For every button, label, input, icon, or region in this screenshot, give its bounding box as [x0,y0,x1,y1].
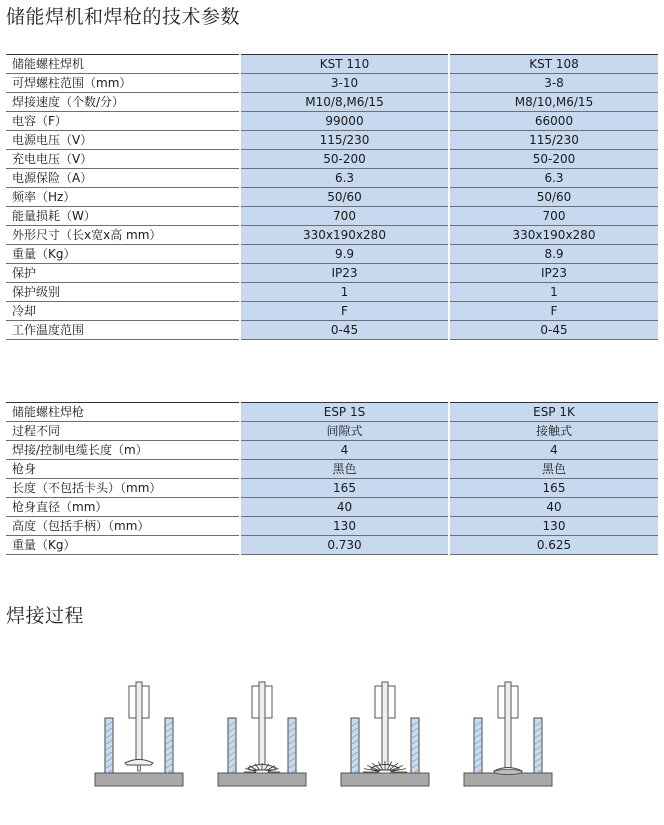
cell-value: M10/8,M6/15 [240,93,449,112]
row-label: 工作温度范围 [6,321,240,340]
row-label: 重量（Kg） [6,245,240,264]
row-label: 焊接速度（个数/分） [6,93,240,112]
process-stage-4 [464,682,552,786]
table-row [6,460,658,479]
cell-value: 9.9 [240,245,449,264]
row-label: 长度（不包括卡头）（mm） [6,479,240,498]
cell-value: F [240,302,449,321]
cell-value: 4 [240,441,449,460]
row-label: 电容（F） [6,112,240,131]
row-label: 保护级别 [6,283,240,302]
cell-value: 330x190x280 [449,226,658,245]
row-label: 过程不同 [6,422,240,441]
cell-value: 接触式 [449,422,658,441]
page-title: 储能焊机和焊枪的技术参数 [6,6,241,28]
table-row [6,150,658,169]
row-label: 重量（Kg） [6,536,240,555]
table-row [6,422,658,441]
cell-value: F [449,302,658,321]
section-title-welding-process: 焊接过程 [6,605,85,627]
table-row [6,188,658,207]
welding-process-diagram [0,676,664,796]
row-label: 频率（Hz） [6,188,240,207]
cell-value: 115/230 [449,131,658,150]
table-row [6,517,658,536]
cell-value: 700 [240,207,449,226]
cell-value: 40 [449,498,658,517]
cell-value: 0.730 [240,536,449,555]
row-label: 高度（包括手柄）（mm） [6,517,240,536]
cell-value: 黑色 [449,460,658,479]
welder-spec-table [6,54,658,340]
cell-value: 130 [449,517,658,536]
cell-value: 黑色 [240,460,449,479]
cell-value: 3-10 [240,74,449,93]
table-row [6,74,658,93]
row-label: 枪身 [6,460,240,479]
cell-value: 130 [240,517,449,536]
cell-value: 50-200 [449,150,658,169]
table-row [6,302,658,321]
gun-spec-table [6,402,658,555]
cell-value: 50/60 [240,188,449,207]
table-row [6,226,658,245]
row-label: 电源保险（A） [6,169,240,188]
cell-value: 115/230 [240,131,449,150]
table-row [6,536,658,555]
cell-value: KST 108 [449,55,658,74]
cell-value: 40 [240,498,449,517]
table-row [6,55,658,74]
cell-value: 4 [449,441,658,460]
table-row [6,112,658,131]
table-row [6,169,658,188]
cell-value: 165 [449,479,658,498]
cell-value: 50/60 [449,188,658,207]
table-row [6,283,658,302]
cell-value: 8.9 [449,245,658,264]
row-label: 外形尺寸（长x宽x高 mm） [6,226,240,245]
cell-value: 6.3 [449,169,658,188]
cell-value: ESP 1K [449,403,658,422]
table-row [6,93,658,112]
cell-value: 165 [240,479,449,498]
row-label: 冷却 [6,302,240,321]
row-label: 枪身直径（mm） [6,498,240,517]
cell-value: 6.3 [240,169,449,188]
row-label: 电源电压（V） [6,131,240,150]
cell-value: M8/10,M6/15 [449,93,658,112]
row-label: 能量损耗（W） [6,207,240,226]
cell-value: IP23 [449,264,658,283]
row-label: 储能螺柱焊枪 [6,403,240,422]
cell-value: 3-8 [449,74,658,93]
cell-value: 50-200 [240,150,449,169]
cell-value: 0-45 [449,321,658,340]
table-row [6,441,658,460]
row-label: 可焊螺柱范围（mm） [6,74,240,93]
row-label: 保护 [6,264,240,283]
process-stage-1 [95,682,183,786]
cell-value: 66000 [449,112,658,131]
table-row [6,131,658,150]
cell-value: IP23 [240,264,449,283]
process-stage-2 [218,682,306,786]
cell-value: 0-45 [240,321,449,340]
cell-value: 99000 [240,112,449,131]
table-row [6,403,658,422]
table-row [6,264,658,283]
table-row [6,245,658,264]
process-stage-3 [341,682,429,786]
table-row [6,207,658,226]
cell-value: ESP 1S [240,403,449,422]
row-label: 储能螺柱焊机 [6,55,240,74]
row-label: 焊接/控制电缆长度（m） [6,441,240,460]
cell-value: 700 [449,207,658,226]
cell-value: 330x190x280 [240,226,449,245]
cell-value: 1 [449,283,658,302]
table-row [6,321,658,340]
row-label: 充电电压（V） [6,150,240,169]
table-row [6,498,658,517]
cell-value: 1 [240,283,449,302]
cell-value: 0.625 [449,536,658,555]
cell-value: 间隙式 [240,422,449,441]
cell-value: KST 110 [240,55,449,74]
table-row [6,479,658,498]
